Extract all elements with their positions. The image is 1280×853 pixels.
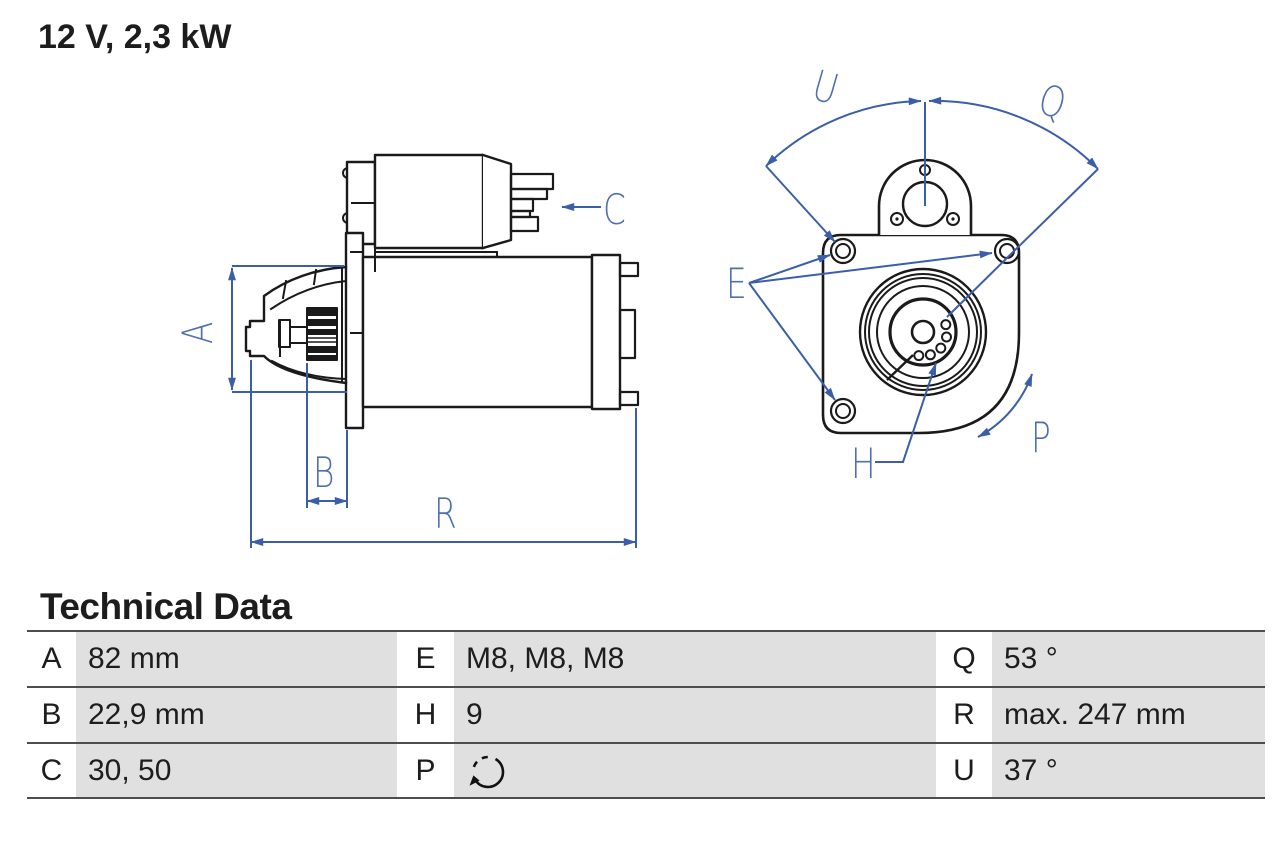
mounting-flange-side: [346, 233, 363, 428]
drive-end-housing: [246, 267, 346, 383]
dimension-label-q: Q: [1033, 74, 1072, 129]
page-title: 12 V, 2,3 kW: [38, 18, 232, 56]
dimension-label-p: P: [1031, 412, 1051, 463]
table-row: [27, 630, 1265, 686]
dimension-label-r: R: [434, 488, 457, 539]
table-row: [27, 686, 1265, 742]
row-value: 30, 50: [76, 744, 397, 797]
technical-data-heading: Technical Data: [40, 586, 292, 627]
pinion-gear: [307, 308, 337, 360]
row-label: U: [936, 744, 992, 797]
rotation-direction-icon: [466, 747, 512, 795]
technical-data-table: [27, 630, 1265, 799]
row-value: 22,9 mm: [76, 688, 397, 742]
row-label: A: [27, 632, 76, 686]
side-view-drawing: [246, 155, 638, 428]
row-label: H: [397, 688, 454, 742]
row-value: max. 247 mm: [992, 688, 1265, 742]
motor-housing: [363, 248, 638, 409]
row-label: R: [936, 688, 992, 742]
dimension-label-c: C: [603, 184, 626, 235]
row-label: P: [397, 744, 454, 797]
dimension-label-a: A: [172, 321, 223, 344]
row-value: [454, 744, 936, 797]
mounting-flange-front: [823, 160, 1019, 433]
front-view-drawing: [823, 160, 1019, 433]
row-value: M8, M8, M8: [454, 632, 936, 686]
row-value: 9: [454, 688, 936, 742]
row-label: Q: [936, 632, 992, 686]
row-value: 82 mm: [76, 632, 397, 686]
row-value: 37 °: [992, 744, 1265, 797]
solenoid: [343, 155, 553, 248]
dimension-label-b: B: [313, 447, 335, 498]
dimension-label-h: H: [851, 438, 876, 489]
row-label: C: [27, 744, 76, 797]
row-label: B: [27, 688, 76, 742]
table-row: [27, 742, 1265, 797]
dimension-label-e: E: [726, 258, 747, 309]
row-label: E: [397, 632, 454, 686]
row-value: 53 °: [992, 632, 1265, 686]
dimension-label-u: U: [807, 60, 844, 115]
